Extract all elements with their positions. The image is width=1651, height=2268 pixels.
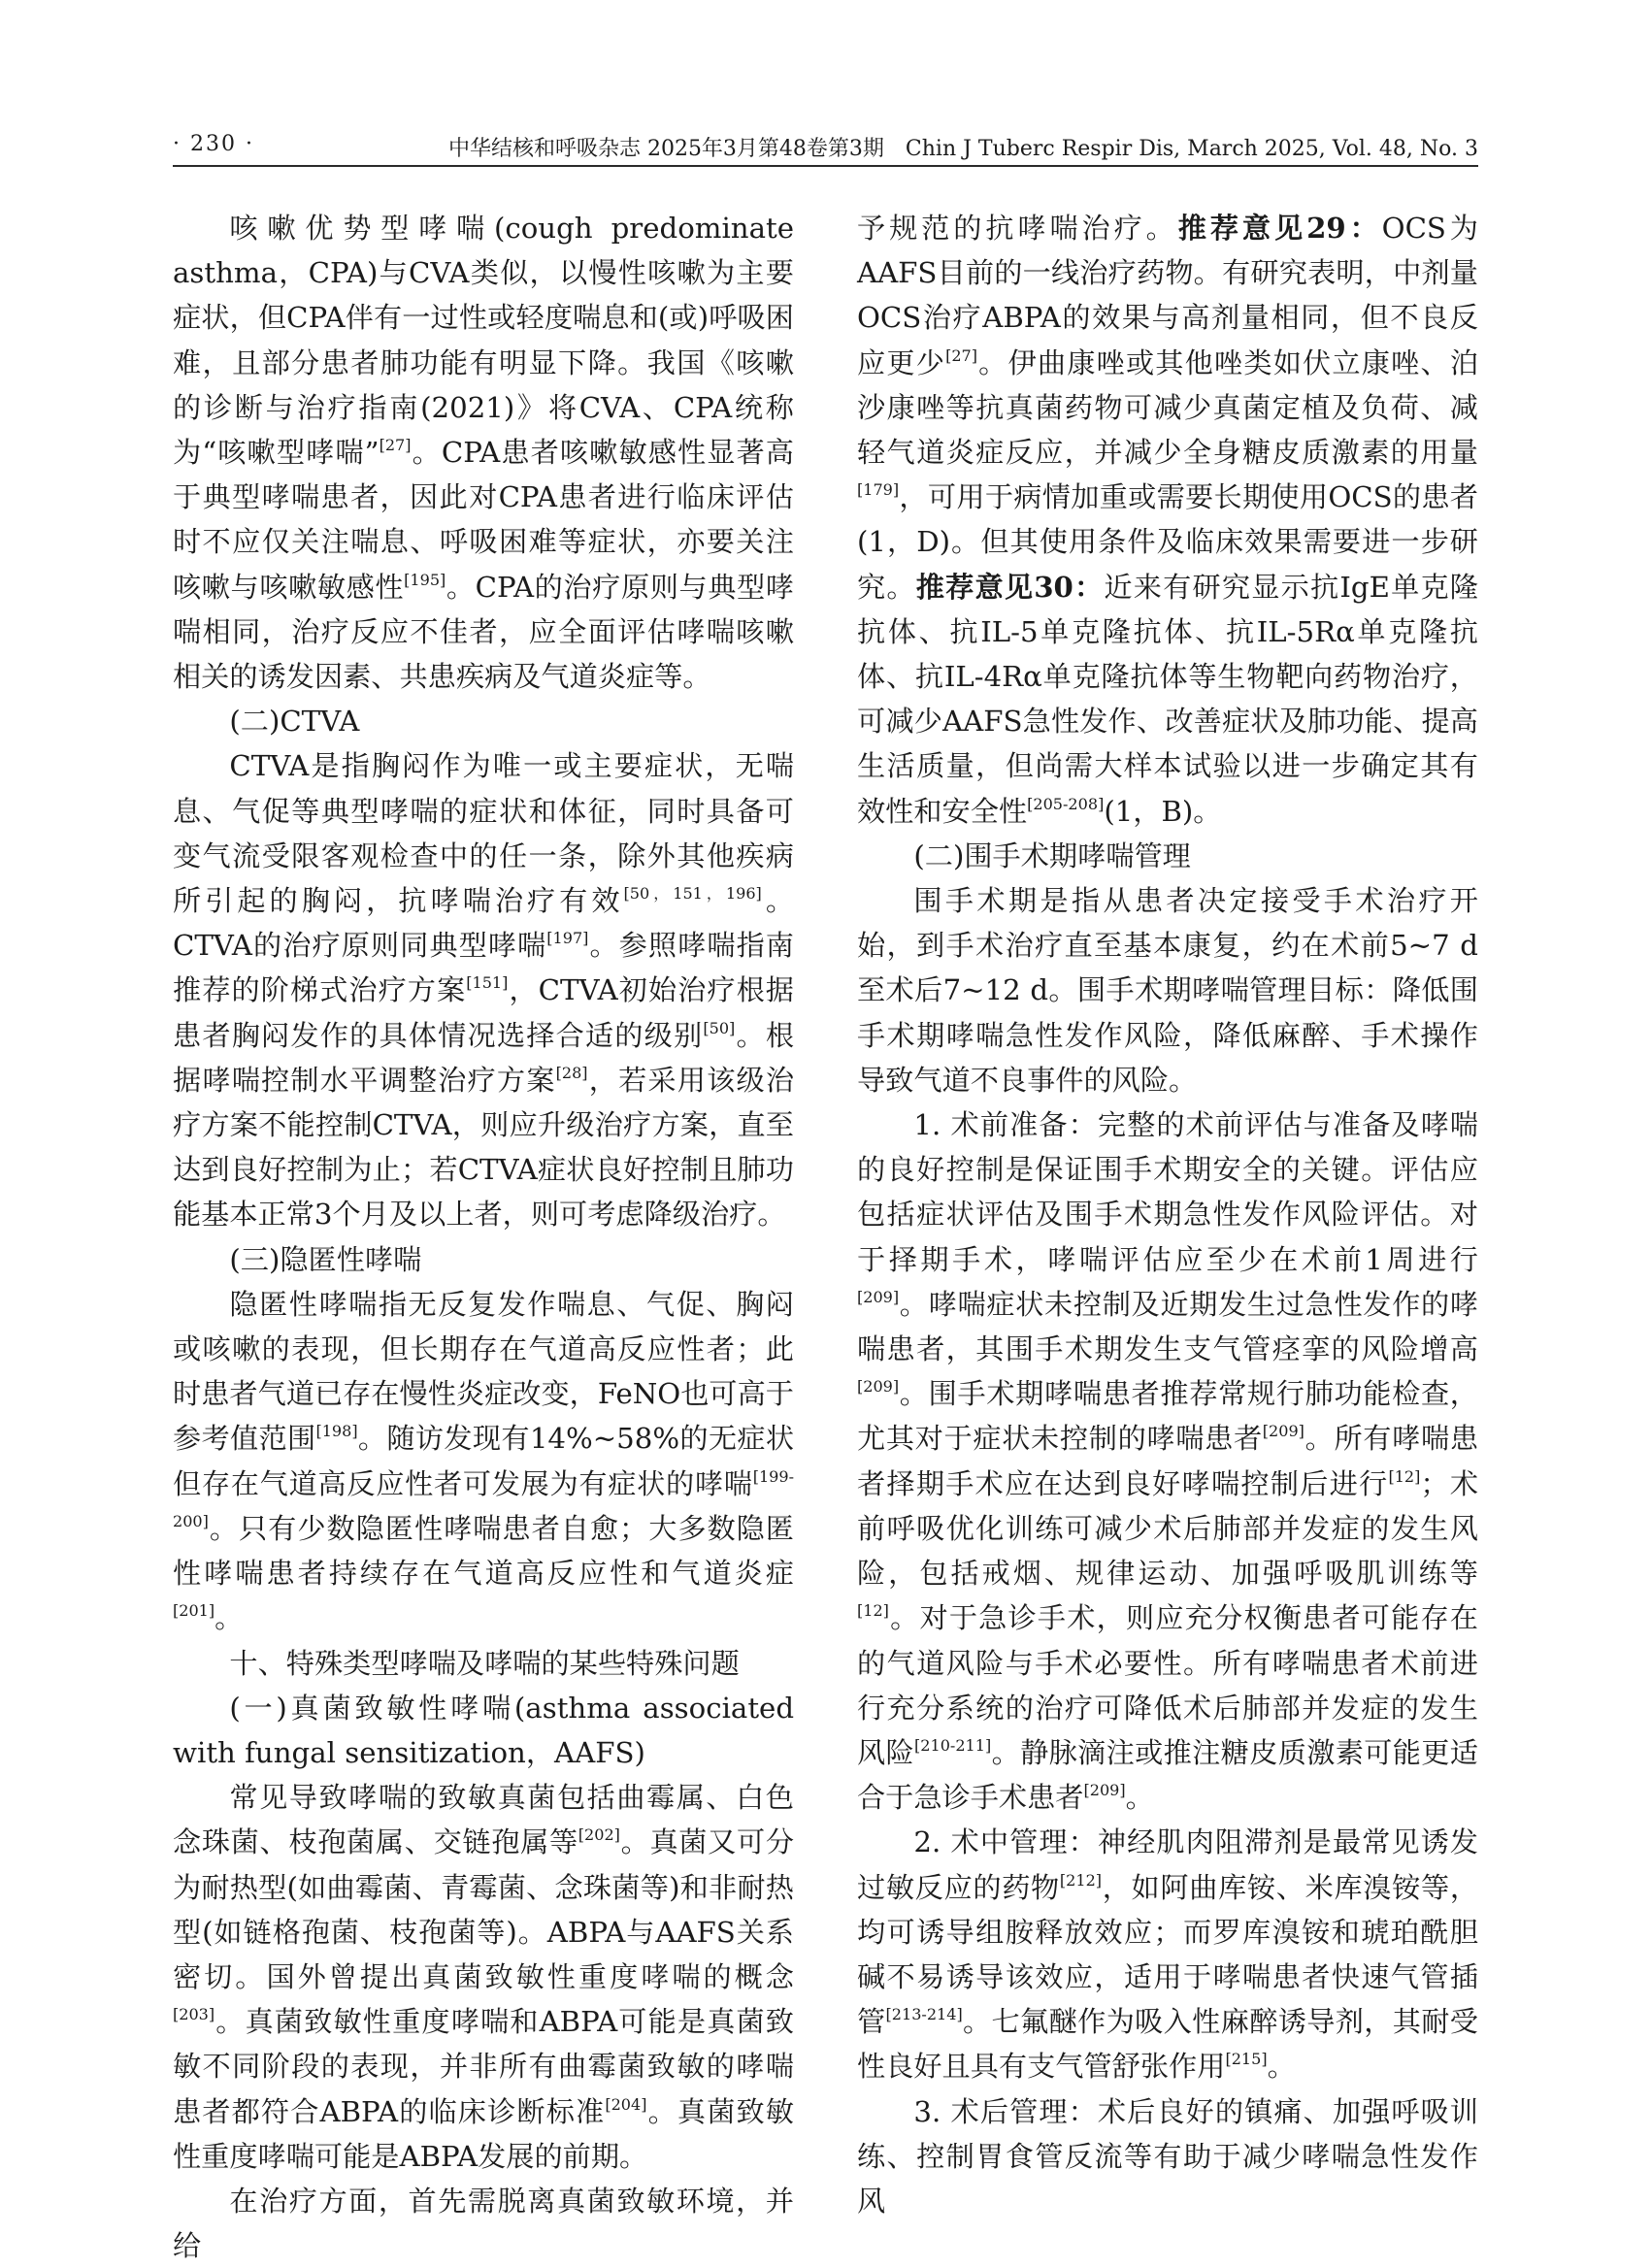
- citation: [12]: [857, 1601, 889, 1621]
- citation: [209]: [1083, 1781, 1126, 1800]
- citation: [209]: [1262, 1422, 1304, 1441]
- citation: [197]: [546, 929, 589, 948]
- citation: [205-208]: [1027, 794, 1105, 813]
- citation: [212]: [1059, 1870, 1103, 1890]
- citation: [213-214]: [885, 2005, 963, 2024]
- paragraph-fungi: 常见导致哮喘的致敏真菌包括曲霉属、白色念珠菌、枝孢菌属、交链孢属等[202]。真菌又可分为耐热型(如曲霉菌、青霉菌、念珠菌等)和非耐热型(如链格孢菌、枝孢菌等)。ABPA与AAFS关系密切。国外曾提出真菌致敏性重度哮喘的概念[203]。真菌致敏性重度哮喘和ABPA可能是真菌致敏不同阶段的表现，并非所有曲霉菌致敏的哮喘患者都符合ABPA的临床诊断标准[204]。真菌致敏性重度哮喘可能是ABPA发展的前期。: [173, 1781, 795, 2173]
- citation: [151]: [466, 973, 509, 993]
- paragraph-hidden-asthma: 隐匿性哮喘指无反复发作喘息、气促、胸闷或咳嗽的表现，但长期存在气道高反应性者；此时患者气道已存在慢性炎症改变，FeNO也可高于参考值范围[198]。随访发现有14%~58%的无症状但存在气道高反应性者可发展为有症状的哮喘[199-200]。只有少数隐匿性哮喘患者自愈；大多数隐匿性哮喘患者持续存在气道高反应性和气道炎症[201]。: [173, 1287, 795, 1635]
- journal-citation: 中华结核和呼吸杂志 2025年3月第48卷第3期 Chin J Tuberc Respir Dis, March 2025, Vol. 48, No. 3: [447, 137, 1478, 161]
- section-heading-aafs: (一)真菌致敏性哮喘(asthma associated with fungal sensitization，AAFS): [173, 1691, 794, 1769]
- recommendation-29-label: 推荐意见29：: [1177, 212, 1382, 245]
- citation: [203]: [173, 2005, 215, 2024]
- paragraph-recommendations: 予规范的抗哮喘治疗。推荐意见29：OCS为AAFS目前的一线治疗药物。有研究表明，中剂量OCS治疗ABPA的效果与高剂量相同，但不良反应更少[27]。伊曲康唑或其他唑类如伏立康唑、泊沙康唑等抗真菌药物可减少真菌定植及负荷、减轻气道炎症反应，并减少全身糖皮质激素的用量[179]，可用于病情加重或需要长期使用OCS的患者(1，D)。但其使用条件及临床效果需要进一步研究。推荐意见30：近来有研究显示抗IgE单克隆抗体、抗IL-5单克隆抗体、抗IL-5Rα单克隆抗体、抗IL-4Rα单克隆抗体等生物靶向药物治疗，可减少AAFS急性发作、改善症状及肺功能、提高生活质量，但尚需大样本试验以进一步确定其有效性和安全性[205-208](1，B)。: [857, 212, 1479, 828]
- left-column: [173, 206, 794, 2268]
- citation: [12]: [1388, 1466, 1421, 1486]
- section-heading-ctva: (二)CTVA: [229, 705, 360, 739]
- right-column: [857, 206, 1478, 2223]
- citation: [198]: [315, 1422, 358, 1441]
- recommendation-30-label: 推荐意见30：: [915, 570, 1105, 604]
- running-header: [173, 132, 1478, 167]
- citation: [27]: [945, 345, 978, 365]
- citation: [201]: [173, 1601, 215, 1621]
- citation: [50]: [703, 1018, 736, 1037]
- section-heading-hidden-asthma: (三)隐匿性哮喘: [229, 1242, 422, 1276]
- citation: [28]: [555, 1063, 588, 1082]
- citation: [199-200]: [173, 1466, 794, 1530]
- citation: [195]: [404, 570, 446, 589]
- paragraph-cpa: 咳嗽优势型哮喘(cough predominate asthma，CPA)与CVA类似，以慢性咳嗽为主要症状，但CPA伴有一过性或轻度喘息和(或)呼吸困难，且部分患者肺功能有明显下降。我国《咳嗽的诊断与治疗指南(2021)》将CVA、CPA统称为“咳嗽型哮喘”[27]。CPA患者咳嗽敏感性显著高于典型哮喘患者，因此对CPA患者进行临床评估时不应仅关注喘息、呼吸困难等症状，亦要关注咳嗽与咳嗽敏感性[195]。CPA的治疗原则与典型哮喘相同，治疗反应不佳者，应全面评估哮喘咳嗽相关的诱发因素、共患疾病及气道炎症等。: [173, 212, 794, 694]
- citation: [209]: [857, 1377, 900, 1397]
- citation: [204]: [605, 2094, 647, 2114]
- section-heading-perioperative: (二)围手术期哮喘管理: [913, 838, 1191, 872]
- paragraph-ctva: CTVA是指胸闷作为唯一或主要症状，无喘息、气促等典型哮喘的症状和体征，同时具备可变气流受限客观检查中的任一条，除外其他疾病所引起的胸闷，抗哮喘治疗有效[50，151，196]。CTVA的治疗原则同典型哮喘[197]。参照哮喘指南推荐的阶梯式治疗方案[151]，CTVA初始治疗根据患者胸闷发作的具体情况选择合适的级别[50]。根据哮喘控制水平调整治疗方案[28]，若采用该级治疗方案不能控制CTVA，则应升级治疗方案，直至达到良好控制为止；若CTVA症状良好控制且肺功能基本正常3个月及以上者，则可考虑降级治疗。: [173, 749, 795, 1232]
- paragraph-preoperative: 1. 术前准备：完整的术前评估与准备及哮喘的良好控制是保证围手术期安全的关键。评估应包括症状评估及围手术期急性发作风险评估。对于择期手术，哮喘评估应至少在术前1周进行[209]。哮喘症状未控制及近期发生过急性发作的哮喘患者，其围手术期发生支气管痉挛的风险增高[209]。围手术期哮喘患者推荐常规行肺功能检查，尤其对于症状未控制的哮喘患者[209]。所有哮喘患者择期手术应在达到良好哮喘控制后进行[12]；术前呼吸优化训练可减少术后肺部并发症的发生风险，包括戒烟、规律运动、加强呼吸肌训练等[12]。对于急诊手术，则应充分权衡患者可能存在的气道风险与手术必要性。所有哮喘患者术前进行充分系统的治疗可降低术后肺部并发症的发生风险[210-211]。静脉滴注或推注糖皮质激素可能更适合于急诊手术患者[209]。: [857, 1108, 1479, 1815]
- paragraph-treatment-start: 在治疗方面，首先需脱离真菌致敏环境，并给: [173, 2184, 794, 2263]
- section-heading-ten: 十、特殊类型哮喘及哮喘的某些特殊问题: [229, 1646, 740, 1680]
- citation: [202]: [578, 1825, 620, 1845]
- page-number: · 230 ·: [173, 132, 254, 156]
- paragraph-intraoperative: 2. 术中管理：神经肌肉阻滞剂是最常见诱发过敏反应的药物[212]，如阿曲库铵、米库溴铵等，均可诱导组胺释放效应；而罗库溴铵和琥珀酰胆碱不易诱导该效应，适用于哮喘患者快速气管插管[213-214]。七氟醚作为吸入性麻醉诱导剂，其耐受性良好且具有支气管舒张作用[215]。: [857, 1825, 1479, 2084]
- citation: [27]: [379, 435, 412, 454]
- citation: [210-211]: [914, 1735, 992, 1755]
- paragraph-postoperative: 3. 术后管理：术后良好的镇痛、加强呼吸训练、控制胃食管反流等有助于减少哮喘急性发作风: [857, 2094, 1478, 2218]
- citation: [179]: [857, 480, 900, 500]
- citation: [209]: [857, 1287, 900, 1306]
- paragraph-perioperative: 围手术期是指从患者决定接受手术治疗开始，到手术治疗直至基本康复，约在术前5~7 d至术后7~12 d。围手术期哮喘管理目标：降低围手术期哮喘急性发作风险，降低麻醉、手术操作导致气道不良事件的风险。: [857, 884, 1478, 1097]
- citation: [215]: [1225, 2050, 1268, 2069]
- citation: [50，151，196]: [623, 884, 762, 904]
